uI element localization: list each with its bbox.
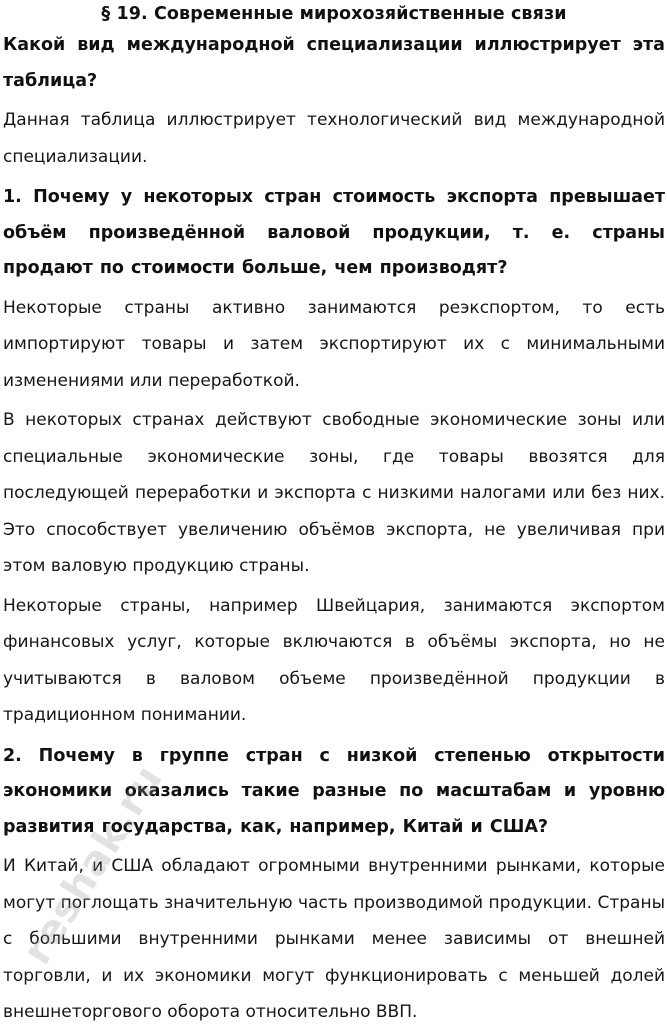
watermark: reshak.ru bbox=[14, 757, 173, 973]
answer-1-0: Некоторые страны активно занимаются реэкспортом, то есть импортируют товары и затем экспортируют их с минимальными изменениями или переработкой. bbox=[3, 297, 665, 391]
answer-1-1: В некоторых странах действуют свободные экономические зоны или специальные экономические зоны, где товары ввозятся для последующей переработки и экспорта с низкими налогами или без них. Это способствует увеличению объёмов экспорта, не увеличивая при этом валовую продукцию страны. bbox=[3, 410, 665, 576]
page-title: § 19. Современные мирохозяйственные связи bbox=[101, 4, 567, 24]
question-0: Какой вид международной специализации иллюстрирует эта таблица? bbox=[3, 35, 665, 91]
answer-2-0: И Китай, и США обладают огромными внутренними рынками, которые могут поглощать значительную часть производимой продукции. Страны с большими внутренними рынками менее зависимы от внешней торговли, и их экономики могут функционировать с меньшей долей внешнеторгового оборота относительно ВВП. bbox=[3, 856, 665, 1022]
question-1: 1. Почему у некоторых стран стоимость экспорта превышает объём произведённой валовой продукции, т. е. страны продают по стоимости больше, чем производят? bbox=[3, 187, 665, 278]
question-2: 2. Почему в группе стран с низкой степенью открытости экономики оказались такие разные по масштабам и уровню развития государства, как, например, Китай и США? bbox=[3, 745, 665, 837]
answer-0-0: Данная таблица иллюстрирует технологический вид международной специализации. bbox=[3, 110, 665, 167]
answer-1-2: Некоторые страны, например Швейцария, занимаются экспортом финансовых услуг, которые включаются в объёмы экспорта, но не учитываются в валовом объеме произведённой продукции в традиционном понимании. bbox=[3, 595, 665, 725]
